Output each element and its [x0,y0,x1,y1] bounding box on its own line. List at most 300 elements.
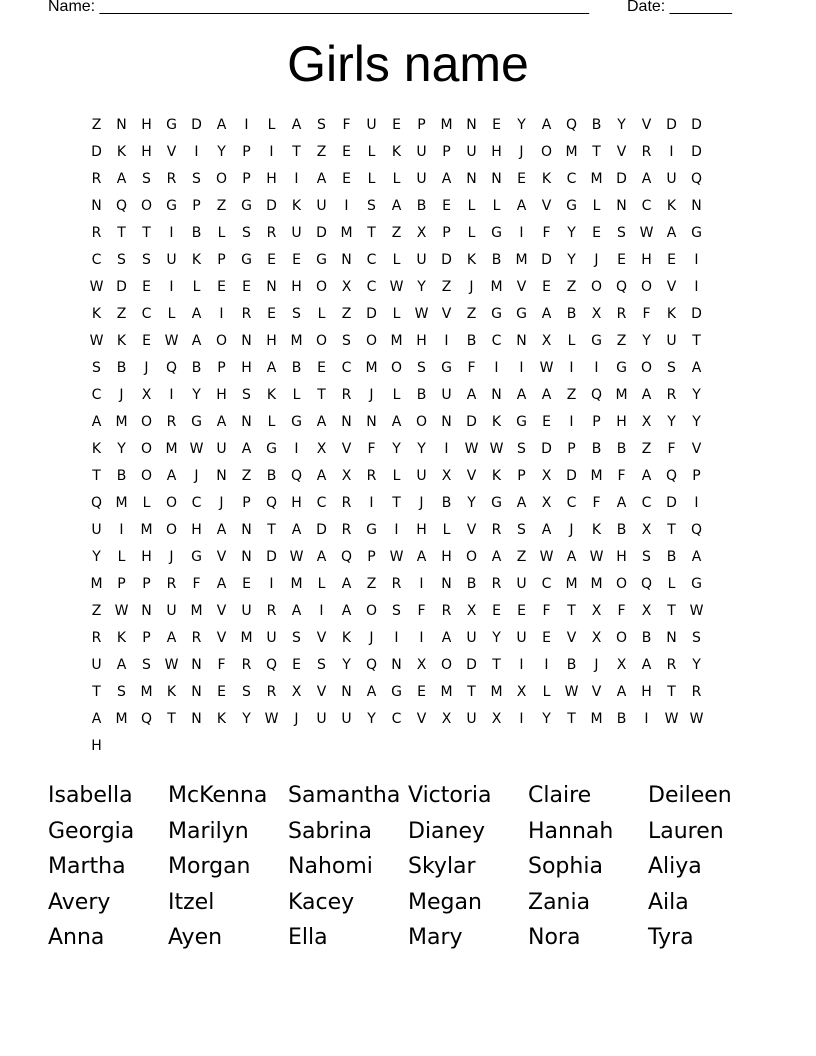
grid-letter: X [341,279,352,295]
word-list-item: Hannah [528,818,614,844]
grid-letter: S [617,225,626,241]
grid-letter: X [541,333,552,349]
grid-letter: K [91,441,102,457]
grid-letter: K [116,144,127,160]
grid-letter: E [542,630,551,646]
grid-letter: L [167,306,176,322]
grid-letter: E [317,360,326,376]
grid-letter: W [89,333,104,349]
grid-letter: G [266,441,277,457]
grid-letter: S [342,333,351,349]
grid-letter: C [391,711,402,727]
grid-letter: D [566,468,577,484]
header [48,0,748,20]
grid-letter: F [342,117,351,133]
grid-letter: K [491,414,502,430]
grid-letter: J [144,360,149,376]
grid-letter: M [440,684,453,700]
grid-letter: E [617,252,626,268]
grid-letter: R [191,630,202,646]
grid-letter: A [266,360,277,376]
grid-letter: J [419,495,424,511]
grid-letter: W [389,279,404,295]
grid-letter: R [91,225,102,241]
grid-letter: L [367,144,376,160]
grid-letter: S [317,657,326,673]
word-list-item: Martha [48,854,126,880]
grid-letter: L [467,198,476,214]
grid-letter: O [390,360,403,376]
grid-letter: C [91,387,102,403]
grid-letter: F [217,657,226,673]
grid-letter: N [616,198,627,214]
grid-letter: R [91,630,102,646]
grid-letter: S [367,198,376,214]
grid-letter: R [641,144,652,160]
grid-letter: K [266,387,277,403]
grid-letter: Y [542,711,551,727]
word-list-item: Marilyn [168,818,249,844]
grid-letter: I [494,360,499,376]
grid-letter: X [466,603,477,619]
grid-letter: A [166,468,177,484]
grid-letter: M [565,144,578,160]
grid-letter: Q [265,657,278,673]
grid-letter: M [140,522,153,538]
grid-letter: H [416,333,427,349]
grid-letter: P [367,549,376,565]
grid-letter: P [242,171,251,187]
grid-letter: P [117,576,126,592]
grid-letter: V [216,603,227,619]
grid-letter: G [241,252,252,268]
grid-letter: X [591,306,602,322]
grid-letter: R [666,657,677,673]
word-list-item: Victoria [408,783,492,808]
grid-letter: I [644,711,649,727]
grid-letter: K [666,198,677,214]
grid-letter: V [516,279,527,295]
grid-letter: A [391,414,402,430]
grid-letter: M [590,171,603,187]
grid-letter: R [241,657,252,673]
grid-letter: O [315,333,328,349]
grid-letter: H [266,171,277,187]
grid-letter: E [492,117,501,133]
grid-letter: O [215,333,228,349]
grid-letter: T [467,684,476,700]
grid-letter: D [91,144,102,160]
grid-letter: W [539,360,554,376]
grid-letter: O [615,630,628,646]
word-list-item: Nora [528,925,581,951]
grid-letter: C [641,495,652,511]
grid-letter: Z [241,468,252,484]
grid-letter: D [466,414,477,430]
grid-letter: L [367,171,376,187]
word-list-item: Morgan [168,854,251,880]
grid-letter: E [392,117,401,133]
grid-letter: J [119,387,124,403]
grid-letter: B [191,360,202,376]
grid-letter: V [691,441,702,457]
grid-letter: U [416,171,427,187]
grid-letter: F [592,495,601,511]
grid-letter: D [316,225,327,241]
grid-letter: W [189,441,204,457]
grid-letter: A [316,414,327,430]
word-list-item: Itzel [168,889,215,915]
grid-letter: N [391,657,402,673]
grid-letter: O [640,279,653,295]
grid-letter: F [367,441,376,457]
grid-letter: S [292,630,301,646]
grid-letter: A [691,549,702,565]
grid-letter: E [217,279,226,295]
grid-letter: A [316,549,327,565]
grid-letter: N [241,549,252,565]
grid-letter: F [417,603,426,619]
grid-letter: R [391,576,402,592]
grid-letter: Q [665,468,678,484]
grid-letter: R [266,603,277,619]
grid-letter: I [394,630,399,646]
grid-letter: A [216,414,227,430]
grid-letter: O [415,414,428,430]
grid-letter: O [140,441,153,457]
grid-letter: Q [690,522,703,538]
grid-letter: J [169,549,174,565]
grid-letter: S [392,603,401,619]
grid-letter: S [642,549,651,565]
grid-letter: O [165,495,178,511]
word-list-item: Samantha [288,783,401,808]
grid-letter: U [341,711,352,727]
grid-letter: G [491,225,502,241]
grid-letter: F [617,468,626,484]
grid-letter: B [191,225,202,241]
grid-letter: R [166,171,177,187]
grid-letter: B [566,306,577,322]
word-list-item: Georgia [48,818,135,844]
grid-letter: L [392,171,401,187]
grid-letter: T [667,603,676,619]
grid-letter: U [316,711,327,727]
grid-letter: U [516,630,527,646]
grid-letter: L [117,549,126,565]
grid-letter: A [291,522,302,538]
grid-letter: A [666,225,677,241]
grid-letter: Q [615,279,628,295]
grid-letter: G [691,225,702,241]
grid-letter: A [641,171,652,187]
grid-letter: S [192,171,201,187]
grid-letter: Y [517,117,526,133]
grid-letter: W [639,225,654,241]
grid-letter: M [490,279,503,295]
grid-letter: V [166,144,177,160]
grid-letter: X [516,684,527,700]
grid-letter: I [169,225,174,241]
grid-letter: V [566,630,577,646]
grid-letter: Q [690,171,703,187]
grid-letter: D [541,252,552,268]
grid-letter: D [441,252,452,268]
grid-letter: S [242,684,251,700]
grid-letter: Y [467,495,476,511]
grid-letter: O [315,279,328,295]
grid-letter: Y [692,657,701,673]
grid-letter: G [241,198,252,214]
grid-letter: H [241,360,252,376]
grid-letter: M [240,630,253,646]
grid-letter: I [694,252,699,268]
word-list-item: Aliya [648,854,702,880]
grid-letter: J [519,144,524,160]
grid-letter: K [491,468,502,484]
grid-letter: N [441,414,452,430]
grid-letter: T [492,657,501,673]
grid-letter: W [664,711,679,727]
grid-letter: X [591,630,602,646]
grid-letter: T [317,387,326,403]
grid-letter: A [241,441,252,457]
word-list-item: Ella [288,925,328,951]
grid-letter: A [491,549,502,565]
grid-letter: U [466,711,477,727]
grid-letter: A [316,171,327,187]
grid-letter: D [466,657,477,673]
grid-letter: A [291,117,302,133]
grid-letter: H [641,252,652,268]
grid-letter: P [567,441,576,457]
grid-letter: S [417,360,426,376]
grid-letter: P [417,117,426,133]
grid-letter: P [192,198,201,214]
grid-letter: C [566,171,577,187]
grid-letter: F [542,225,551,241]
grid-letter: I [569,414,574,430]
grid-letter: N [141,603,152,619]
grid-letter: J [369,630,374,646]
grid-letter: R [366,468,377,484]
grid-letter: W [414,306,429,322]
grid-letter: M [490,684,503,700]
grid-letter: L [392,387,401,403]
grid-letter: L [217,225,226,241]
grid-letter: D [541,441,552,457]
grid-letter: Z [116,306,127,322]
grid-letter: R [491,522,502,538]
grid-letter: G [491,306,502,322]
grid-letter: D [616,171,627,187]
grid-letter: A [541,387,552,403]
grid-letter: S [292,306,301,322]
grid-letter: H [491,144,502,160]
grid-letter: G [191,549,202,565]
grid-letter: I [444,333,449,349]
grid-letter: S [242,225,251,241]
grid-letter: W [564,684,579,700]
grid-letter: B [666,549,677,565]
grid-letter: M [565,576,578,592]
grid-letter: D [316,522,327,538]
grid-letter: W [164,657,179,673]
grid-letter: A [616,684,627,700]
grid-letter: N [341,252,352,268]
grid-letter: O [465,549,478,565]
word-list-item: Avery [48,889,111,915]
grid-letter: P [217,252,226,268]
grid-letter: A [366,684,377,700]
grid-letter: T [92,468,101,484]
grid-letter: G [391,684,402,700]
grid-letter: M [590,468,603,484]
grid-letter: Y [242,711,251,727]
grid-letter: A [391,198,402,214]
grid-letter: N [116,117,127,133]
grid-letter: Y [217,144,226,160]
grid-letter: Z [566,279,577,295]
grid-letter: X [616,657,627,673]
grid-letter: C [491,333,502,349]
grid-letter: K [291,198,302,214]
name-field-label: Name: _______________________________________________________ [48,0,589,15]
grid-letter: E [267,306,276,322]
grid-letter: Z [216,198,227,214]
grid-letter: A [166,630,177,646]
grid-letter: H [291,495,302,511]
grid-letter: Z [616,333,627,349]
grid-letter: P [517,468,526,484]
grid-letter: K [341,630,352,646]
grid-letter: A [541,522,552,538]
grid-letter: N [491,387,502,403]
grid-letter: U [166,252,177,268]
grid-letter: B [566,657,577,673]
grid-letter: T [592,144,601,160]
grid-letter: I [519,225,524,241]
grid-letter: L [592,198,601,214]
grid-letter: Z [391,225,402,241]
grid-letter: X [141,387,152,403]
grid-letter: I [294,171,299,187]
grid-letter: H [141,549,152,565]
grid-letter: D [666,495,677,511]
grid-letter: C [566,495,577,511]
grid-letter: N [216,468,227,484]
grid-letter: O [590,279,603,295]
grid-letter: Z [91,117,102,133]
grid-letter: L [317,306,326,322]
grid-letter: A [541,306,552,322]
grid-letter: N [341,414,352,430]
grid-letter: U [91,657,102,673]
grid-letter: E [242,576,251,592]
grid-letter: X [641,603,652,619]
grid-letter: B [466,576,477,592]
grid-letter: C [91,252,102,268]
grid-letter: N [516,333,527,349]
grid-letter: A [341,603,352,619]
word-list-item: Claire [528,783,592,808]
grid-letter: U [516,576,527,592]
grid-letter: H [616,549,627,565]
grid-letter: U [316,198,327,214]
grid-letter: A [191,333,202,349]
word-list-item: Aila [648,889,689,915]
grid-letter: A [441,171,452,187]
grid-letter: A [91,414,102,430]
word-list-item: Skylar [408,854,476,880]
grid-letter: K [216,711,227,727]
grid-letter: M [115,711,128,727]
grid-letter: X [341,468,352,484]
grid-letter: E [292,657,301,673]
grid-letter: H [291,279,302,295]
grid-letter: K [191,252,202,268]
grid-letter: I [569,360,574,376]
grid-letter: V [616,144,627,160]
grid-letter: T [367,225,376,241]
grid-letter: T [692,333,701,349]
grid-letter: L [292,387,301,403]
grid-letter: V [341,441,352,457]
word-list-item: Nahomi [288,854,373,880]
grid-letter: N [366,414,377,430]
grid-letter: Y [492,630,501,646]
grid-letter: W [264,711,279,727]
grid-letter: P [242,495,251,511]
grid-letter: B [266,468,277,484]
grid-letter: E [542,279,551,295]
grid-letter: B [641,630,652,646]
word-list-item: Zania [528,889,591,915]
grid-letter: V [666,279,677,295]
grid-letter: R [441,603,452,619]
grid-letter: A [191,306,202,322]
grid-letter: M [590,711,603,727]
grid-letter: E [592,225,601,241]
grid-letter: M [90,576,103,592]
grid-letter: H [441,549,452,565]
grid-letter: A [516,495,527,511]
grid-letter: K [466,252,477,268]
grid-letter: C [191,495,202,511]
grid-letter: Y [692,414,701,430]
grid-letter: F [617,603,626,619]
grid-letter: A [341,576,352,592]
grid-letter: O [540,144,553,160]
grid-letter: S [517,441,526,457]
grid-letter: J [594,252,599,268]
grid-letter: A [641,657,652,673]
grid-letter: D [266,549,277,565]
grid-letter: C [341,360,352,376]
grid-letter: X [416,657,427,673]
grid-letter: J [194,468,199,484]
grid-letter: V [216,549,227,565]
grid-letter: I [269,576,274,592]
grid-letter: Q [290,468,303,484]
grid-letter: N [241,522,252,538]
grid-letter: Y [567,252,576,268]
grid-letter: Y [417,441,426,457]
grid-letter: I [694,279,699,295]
grid-letter: A [466,387,477,403]
grid-letter: V [441,306,452,322]
grid-letter: C [366,252,377,268]
